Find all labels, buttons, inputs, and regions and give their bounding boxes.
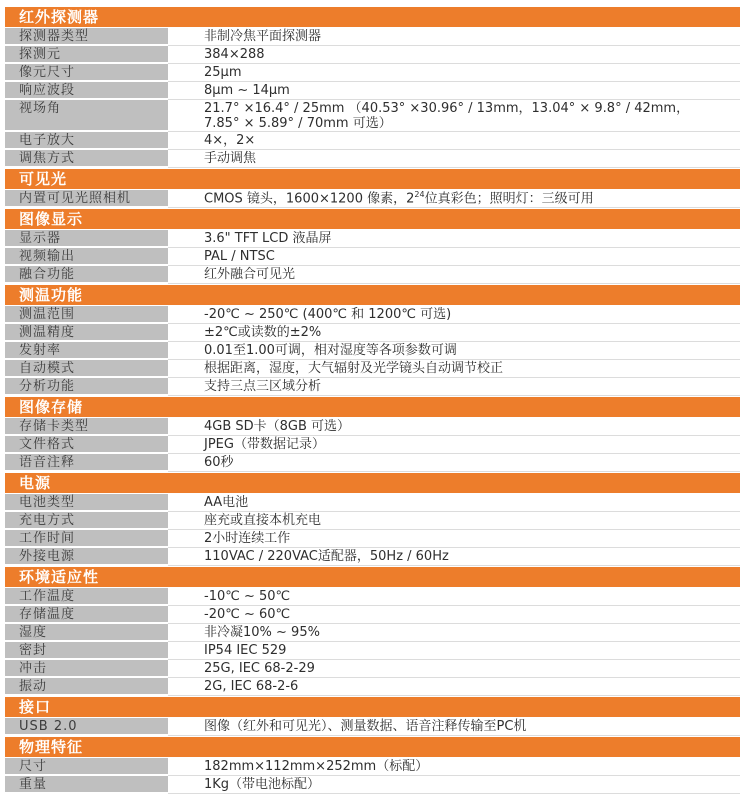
spec-value: 图像（红外和可见光）、测量数据、语音注释传输至PC机 <box>168 718 740 736</box>
spec-label: 工作时间 <box>5 530 168 548</box>
spec-value: 座充或直接本机充电 <box>168 512 740 530</box>
spec-value: 384×288 <box>168 46 740 64</box>
spec-row <box>5 306 740 324</box>
spec-label: 语音注释 <box>5 454 168 472</box>
spec-row <box>5 266 740 284</box>
spec-row <box>5 64 740 82</box>
value-superscript: 24 <box>414 190 425 199</box>
spec-label: 像元尺寸 <box>5 64 168 82</box>
section-header: 环境适应性 <box>5 567 740 587</box>
spec-value: 182mm×112mm×252mm（标配） <box>168 758 740 776</box>
spec-value: 支持三点三区域分析 <box>168 378 740 396</box>
spec-row <box>5 378 740 396</box>
spec-sections <box>5 7 740 794</box>
spec-row <box>5 588 740 606</box>
spec-value: 1Kg（带电池标配） <box>168 776 740 794</box>
spec-value: 4×，2× <box>168 132 740 150</box>
spec-value: PAL / NTSC <box>168 248 740 266</box>
spec-row <box>5 624 740 642</box>
spec-value: 25G, IEC 68-2-29 <box>168 660 740 678</box>
section-header: 物理特征 <box>5 737 740 757</box>
spec-row <box>5 512 740 530</box>
spec-label: 冲击 <box>5 660 168 678</box>
section-header: 接口 <box>5 697 740 717</box>
section-header: 可见光 <box>5 169 740 189</box>
spec-value: 非冷凝10% ~ 95% <box>168 624 740 642</box>
spec-label: 电子放大 <box>5 132 168 150</box>
spec-value: 60秒 <box>168 454 740 472</box>
spec-label: 充电方式 <box>5 512 168 530</box>
value-text: 位真彩色；照明灯：三级可用 <box>424 191 594 207</box>
spec-label: 响应波段 <box>5 82 168 100</box>
spec-label: 探测器类型 <box>5 28 168 46</box>
spec-row <box>5 642 740 660</box>
spec-value: 8μm ~ 14μm <box>168 82 740 100</box>
spec-label: 密封 <box>5 642 168 660</box>
spec-row <box>5 606 740 624</box>
spec-label: 视频输出 <box>5 248 168 266</box>
spec-value: 手动调焦 <box>168 150 740 168</box>
spec-label: 文件格式 <box>5 436 168 454</box>
spec-label: 探测元 <box>5 46 168 64</box>
spec-row <box>5 776 740 794</box>
spec-label: 调焦方式 <box>5 150 168 168</box>
spec-value: AA电池 <box>168 494 740 512</box>
spec-row <box>5 758 740 776</box>
spec-value: -20℃ ~ 60℃ <box>168 606 740 624</box>
spec-label: 自动模式 <box>5 360 168 378</box>
spec-value: -10℃ ~ 50℃ <box>168 588 740 606</box>
section-header: 红外探测器 <box>5 7 740 27</box>
spec-value: 4GB SD卡（8GB 可选） <box>168 418 740 436</box>
spec-label: 发射率 <box>5 342 168 360</box>
spec-row <box>5 46 740 64</box>
spec-row <box>5 530 740 548</box>
spec-value: 110VAC / 220VAC适配器，50Hz / 60Hz <box>168 548 740 566</box>
spec-row <box>5 248 740 266</box>
value-text: CMOS 镜头，1600×1200 像素，2 <box>204 191 415 207</box>
spec-label: 测温精度 <box>5 324 168 342</box>
spec-row <box>5 190 740 208</box>
spec-label: 重量 <box>5 776 168 794</box>
spec-value: 红外融合可见光 <box>168 266 740 284</box>
spec-row <box>5 660 740 678</box>
spec-row <box>5 548 740 566</box>
spec-value: 0.01至1.00可调，相对湿度等各项参数可调 <box>168 342 740 360</box>
spec-label: 显示器 <box>5 230 168 248</box>
spec-row <box>5 360 740 378</box>
spec-label: 尺寸 <box>5 758 168 776</box>
spec-label: USB 2.0 <box>5 718 168 736</box>
spec-label: 融合功能 <box>5 266 168 284</box>
section-header: 测温功能 <box>5 285 740 305</box>
spec-row <box>5 230 740 248</box>
spec-label: 振动 <box>5 678 168 696</box>
value-line: 7.85° × 5.89° / 70mm 可选） <box>204 116 392 131</box>
spec-row <box>5 100 740 132</box>
spec-label: 存储温度 <box>5 606 168 624</box>
spec-value: IP54 IEC 529 <box>168 642 740 660</box>
spec-label: 湿度 <box>5 624 168 642</box>
spec-value <box>168 100 740 132</box>
spec-value: 25μm <box>168 64 740 82</box>
spec-label: 分析功能 <box>5 378 168 396</box>
spec-row <box>5 436 740 454</box>
section-header: 图像显示 <box>5 209 740 229</box>
spec-row <box>5 718 740 736</box>
spec-row <box>5 150 740 168</box>
spec-value: -20℃ ~ 250℃ (400℃ 和 1200℃ 可选) <box>168 306 740 324</box>
spec-value: 2G, IEC 68-2-6 <box>168 678 740 696</box>
section-header: 图像存储 <box>5 397 740 417</box>
spec-label: 外接电源 <box>5 548 168 566</box>
spec-row <box>5 132 740 150</box>
spec-value: 3.6" TFT LCD 液晶屏 <box>168 230 740 248</box>
spec-row <box>5 28 740 46</box>
spec-value: JPEG（带数据记录） <box>168 436 740 454</box>
spec-value: ±2℃或读数的±2% <box>168 324 740 342</box>
spec-label: 存储卡类型 <box>5 418 168 436</box>
spec-value <box>168 190 740 208</box>
spec-row <box>5 454 740 472</box>
spec-label: 内置可见光照相机 <box>5 190 168 208</box>
value-line: 21.7° ×16.4° / 25mm （40.53° ×30.96° / 13mm，13.04° × 9.8° / 42mm， <box>204 101 690 116</box>
spec-row <box>5 494 740 512</box>
spec-label: 视场角 <box>5 100 168 132</box>
spec-label: 工作温度 <box>5 588 168 606</box>
spec-value: 根据距离，湿度，大气辐射及光学镜头自动调节校正 <box>168 360 740 378</box>
spec-row <box>5 324 740 342</box>
spec-row <box>5 82 740 100</box>
spec-label: 电池类型 <box>5 494 168 512</box>
spec-value: 2小时连续工作 <box>168 530 740 548</box>
spec-value: 非制冷焦平面探测器 <box>168 28 740 46</box>
section-header: 电源 <box>5 473 740 493</box>
spec-label: 测温范围 <box>5 306 168 324</box>
spec-row <box>5 678 740 696</box>
spec-row <box>5 418 740 436</box>
spec-row <box>5 342 740 360</box>
